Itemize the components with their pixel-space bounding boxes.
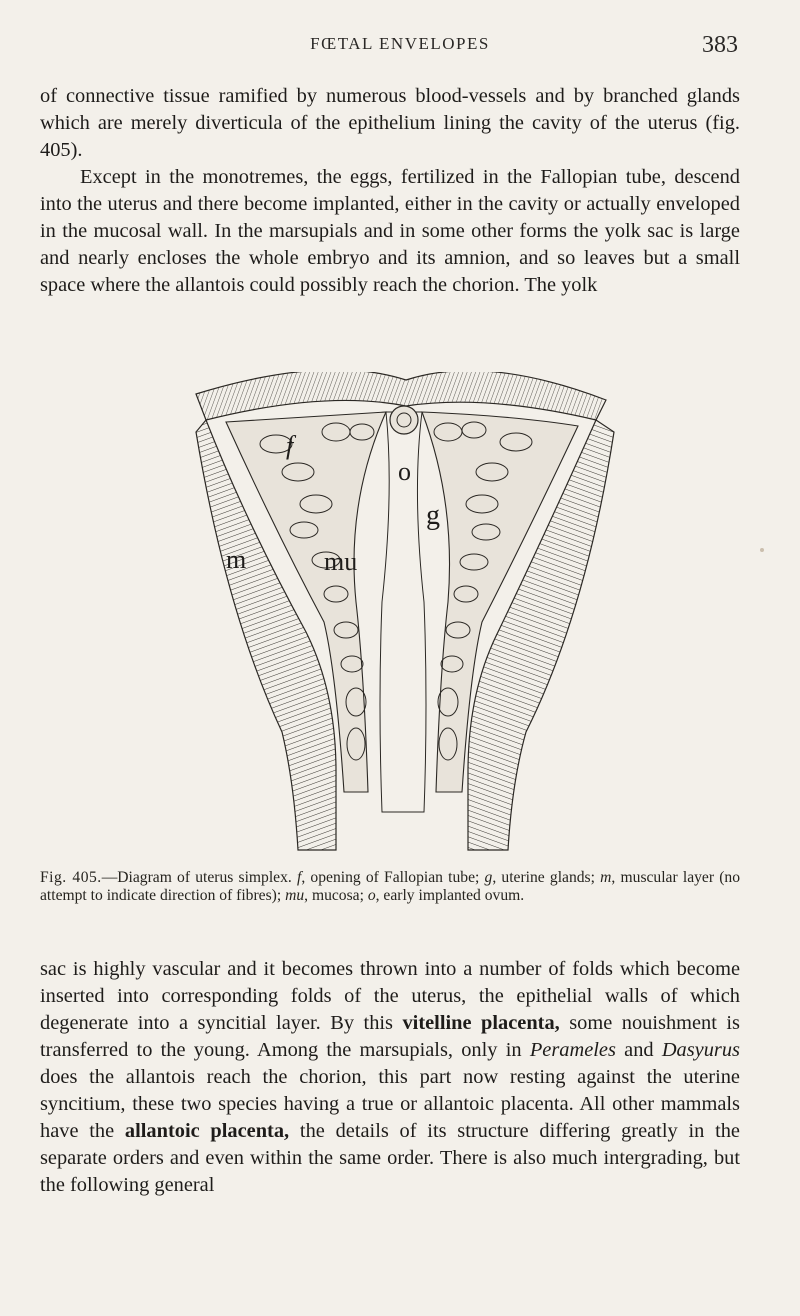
paragraph: Except in the monotremes, the eggs, fertilized in the Fallopian tube, descend into the uterus and there become implanted, either in the cavity or actually enveloped in the mucosal wall. In the marsupials and in some other forms the yolk sac is large and nearly encloses the whole embryo and its amnion, and so leaves but a small space where the allantois could possibly reach the chorion. The yolk [40,166,740,296]
genus-perameles: Perameles [529,1039,616,1061]
page-header [0,34,800,60]
paragraph [40,956,740,1199]
caption-key-mu: mu [285,887,305,904]
caption-key-g: g [484,869,493,886]
caption-key-o: o [367,887,376,904]
label-mu: mu [324,547,358,576]
label-m: m [226,545,247,574]
genus-dasyurus: Dasyurus [661,1039,740,1061]
text-run: and [615,1039,662,1061]
caption-text: , uterine glands; [492,869,601,886]
body-text-top [40,83,740,299]
running-head: FŒTAL ENVELOPES [310,34,490,53]
paragraph: of connective tissue ramified by numerous blood-vessels and by branched glands which are merely diverticula of the epithelium lining the cavity of the uterus (fig. 405). [40,85,740,161]
label-f: f [286,431,294,460]
caption-figure-number: Fig. 405. [40,869,102,886]
body-text-bottom [40,956,740,1199]
caption-text: —Diagram of uterus simplex. [101,869,297,886]
figure-caption [40,869,740,905]
term-vitelline-placenta: vitelline placenta, [402,1012,560,1034]
caption-key-f: f [297,869,302,886]
page-number: 383 [702,32,738,58]
term-allantoic-placenta: allantoic placenta, [124,1120,290,1142]
caption-text: , opening of Fallopian tube; [301,869,485,886]
text-run: some nouishment is transferred to the young. Among the marsupials, only in [40,1012,740,1061]
paper-mark [760,548,764,552]
text-run: the details of its structure differing greatly in the separate orders and even within the same order. There is also much intergrading, but the following general [40,1120,740,1196]
caption-text: , early implanted ovum. [375,887,525,904]
label-o: o [398,457,411,486]
uterus-diagram-figure [186,372,626,882]
text-run: sac is highly vascular and it becomes thrown into a number of folds which become inserted into corresponding folds of the uterus, the epithelial walls of which degenerate into a syncitial layer. By this [40,958,740,1034]
text-run: does the allantois reach the chorion, this part now resting against the uterine syncitium, these two species having a true or allantoic placenta. All other mammals have the [40,1066,740,1142]
caption-key-m: m [600,869,612,886]
early-implanted-ovum [390,406,418,434]
caption-text: , mucosa; [304,887,368,904]
label-g: g [426,500,440,531]
caption-text: , muscular layer (no attempt to indicate direction of fibres); [40,869,741,904]
uterus-diagram [186,372,626,882]
